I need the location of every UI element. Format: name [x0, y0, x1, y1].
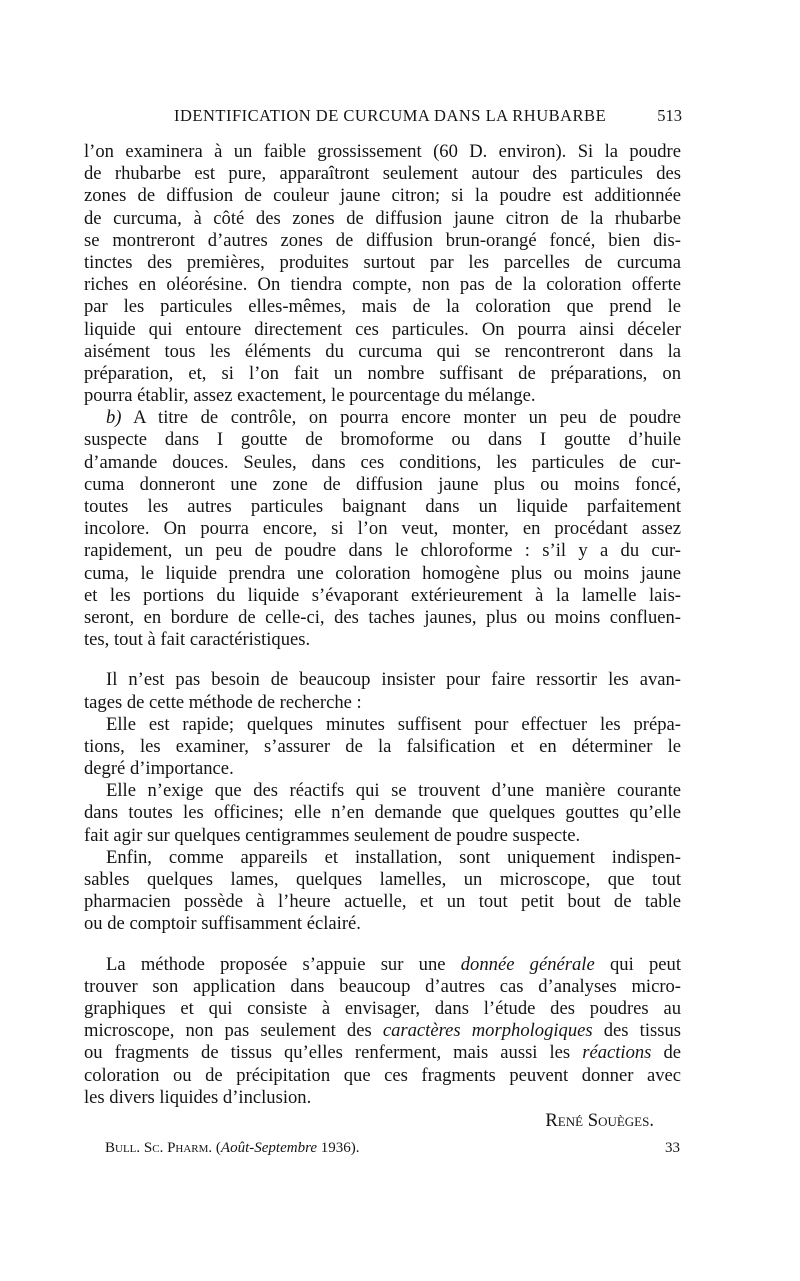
- text-line: degré d’importance.: [84, 758, 234, 780]
- text-line: aisément tous les éléments du curcuma qui se rencontreront dans la: [84, 340, 681, 362]
- text-line: trouver son application dans beaucoup d’autres cas d’analyses micro-: [84, 975, 681, 997]
- text-line: tinctes des premières, produites surtout par les parcelles de curcuma: [84, 251, 681, 273]
- paragraph: [84, 780, 681, 847]
- paragraph: [84, 714, 681, 781]
- running-head: [84, 106, 682, 130]
- text-line: fait agir sur quelques centigrammes seulement de poudre suspecte.: [84, 824, 581, 846]
- paragraph: [84, 407, 681, 651]
- text-line: La méthode proposée s’appuie sur une donnée générale qui peut: [106, 953, 681, 975]
- text-line: b) A titre de contrôle, on pourra encore monter un peu de poudre: [106, 407, 681, 429]
- text-line: préparation, et, si l’on fait un nombre suffisant de préparations, on: [84, 362, 681, 384]
- text-line: toutes les autres particules baignant dans un liquide parfaitement: [84, 496, 681, 517]
- text-line: Enfin, comme appareils et installation, sont uniquement indispen-: [106, 846, 681, 868]
- text-line: suspecte dans I goutte de bromoforme ou dans I goutte d’huile: [84, 429, 681, 451]
- paragraph: [84, 847, 681, 936]
- paragraph-gap: [84, 936, 681, 954]
- text-line: Elle n’exige que des réactifs qui se trouvent d’une manière courante: [106, 780, 681, 802]
- text-line: ou fragments de tissus qu’elles renferment, mais aussi les réactions de: [84, 1042, 681, 1064]
- text-line: se montreront d’autres zones de diffusion brun-orangé foncé, bien dis-: [84, 229, 681, 251]
- text-line: sables quelques lames, quelques lamelles, un microscope, que tout: [84, 869, 681, 890]
- running-title: IDENTIFICATION DE CURCUMA DANS LA RHUBARBE: [174, 106, 607, 125]
- page-number: 513: [657, 106, 682, 125]
- text-line: cuma donneront une zone de diffusion jaune plus ou moins foncé,: [84, 473, 681, 495]
- text-line: riches en oléorésine. On tiendra compte, non pas de la coloration offerte: [84, 274, 681, 296]
- article-body: [84, 141, 681, 1133]
- text-line: tages de cette méthode de recherche :: [84, 691, 362, 713]
- text-line: liquide qui entoure directement ces particules. On pourra ainsi déceler: [84, 318, 681, 340]
- sheet-signature-number: 33: [665, 1140, 680, 1156]
- paragraph-gap: [84, 651, 681, 669]
- text-line: et les portions du liquide s’évaporant extérieurement à la lamelle lais-: [84, 584, 681, 606]
- paragraph: [84, 141, 681, 407]
- text-line: Elle est rapide; quelques minutes suffisent pour effectuer les prépa-: [106, 713, 681, 735]
- text-line: incolore. On pourra encore, si l’on veut, monter, en procédant assez: [84, 518, 681, 540]
- journal-citation: Bull. Sc. Pharm. (Août-Septembre 1936).: [105, 1140, 360, 1156]
- text-line: ou de comptoir suffisamment éclairé.: [84, 913, 361, 935]
- text-line: de rhubarbe est pure, apparaîtront seulement autour des particules des: [84, 163, 681, 185]
- text-line: par les particules elles-mêmes, mais de la coloration que prend le: [84, 296, 681, 318]
- text-line: cuma, le liquide prendra une coloration homogène plus ou moins jaune: [84, 562, 681, 584]
- text-line: les divers liquides d’inclusion.: [84, 1086, 312, 1108]
- text-line: Il n’est pas besoin de beaucoup insister pour faire ressortir les avan-: [106, 669, 681, 691]
- paragraph: [84, 669, 681, 713]
- text-line: graphiques et qui consiste à envisager, dans l’étude des poudres au: [84, 997, 681, 1019]
- text-line: d’amande douces. Seules, dans ces conditions, les particules de cur-: [84, 451, 681, 473]
- text-line: microscope, non pas seulement des caractères morphologiques des tissus: [84, 1020, 682, 1042]
- text-line: pourra établir, assez exactement, le pourcentage du mélange.: [84, 385, 536, 407]
- text-line: dans toutes les officines; elle n’en demande que quelques gouttes qu’elle: [84, 802, 681, 824]
- paragraph: [84, 954, 681, 1109]
- text-line: l’on examinera à un faible grossissement (60 D. environ). Si la poudre: [84, 141, 681, 162]
- text-line: pharmacien possède à l’heure actuelle, et un tout petit bout de table: [84, 891, 681, 913]
- text-line: coloration ou de précipitation que ces fragments peuvent donner avec: [84, 1064, 681, 1086]
- text-line: zones de diffusion de couleur jaune citron; si la poudre est additionnée: [84, 185, 681, 207]
- text-line: de curcuma, à côté des zones de diffusion jaune citron de la rhubarbe: [84, 207, 681, 229]
- page-footer: [84, 1140, 682, 1164]
- text-line: seront, en bordure de celle-ci, des taches jaunes, plus ou moins confluen-: [84, 606, 681, 628]
- text-line: tions, les examiner, s’assurer de la falsification et en déterminer le: [84, 735, 681, 757]
- author-signature: René Souèges.: [545, 1109, 654, 1131]
- text-line: tes, tout à fait caractéristiques.: [84, 629, 311, 651]
- text-line: rapidement, un peu de poudre dans le chloroforme : s’il y a du cur-: [84, 540, 681, 562]
